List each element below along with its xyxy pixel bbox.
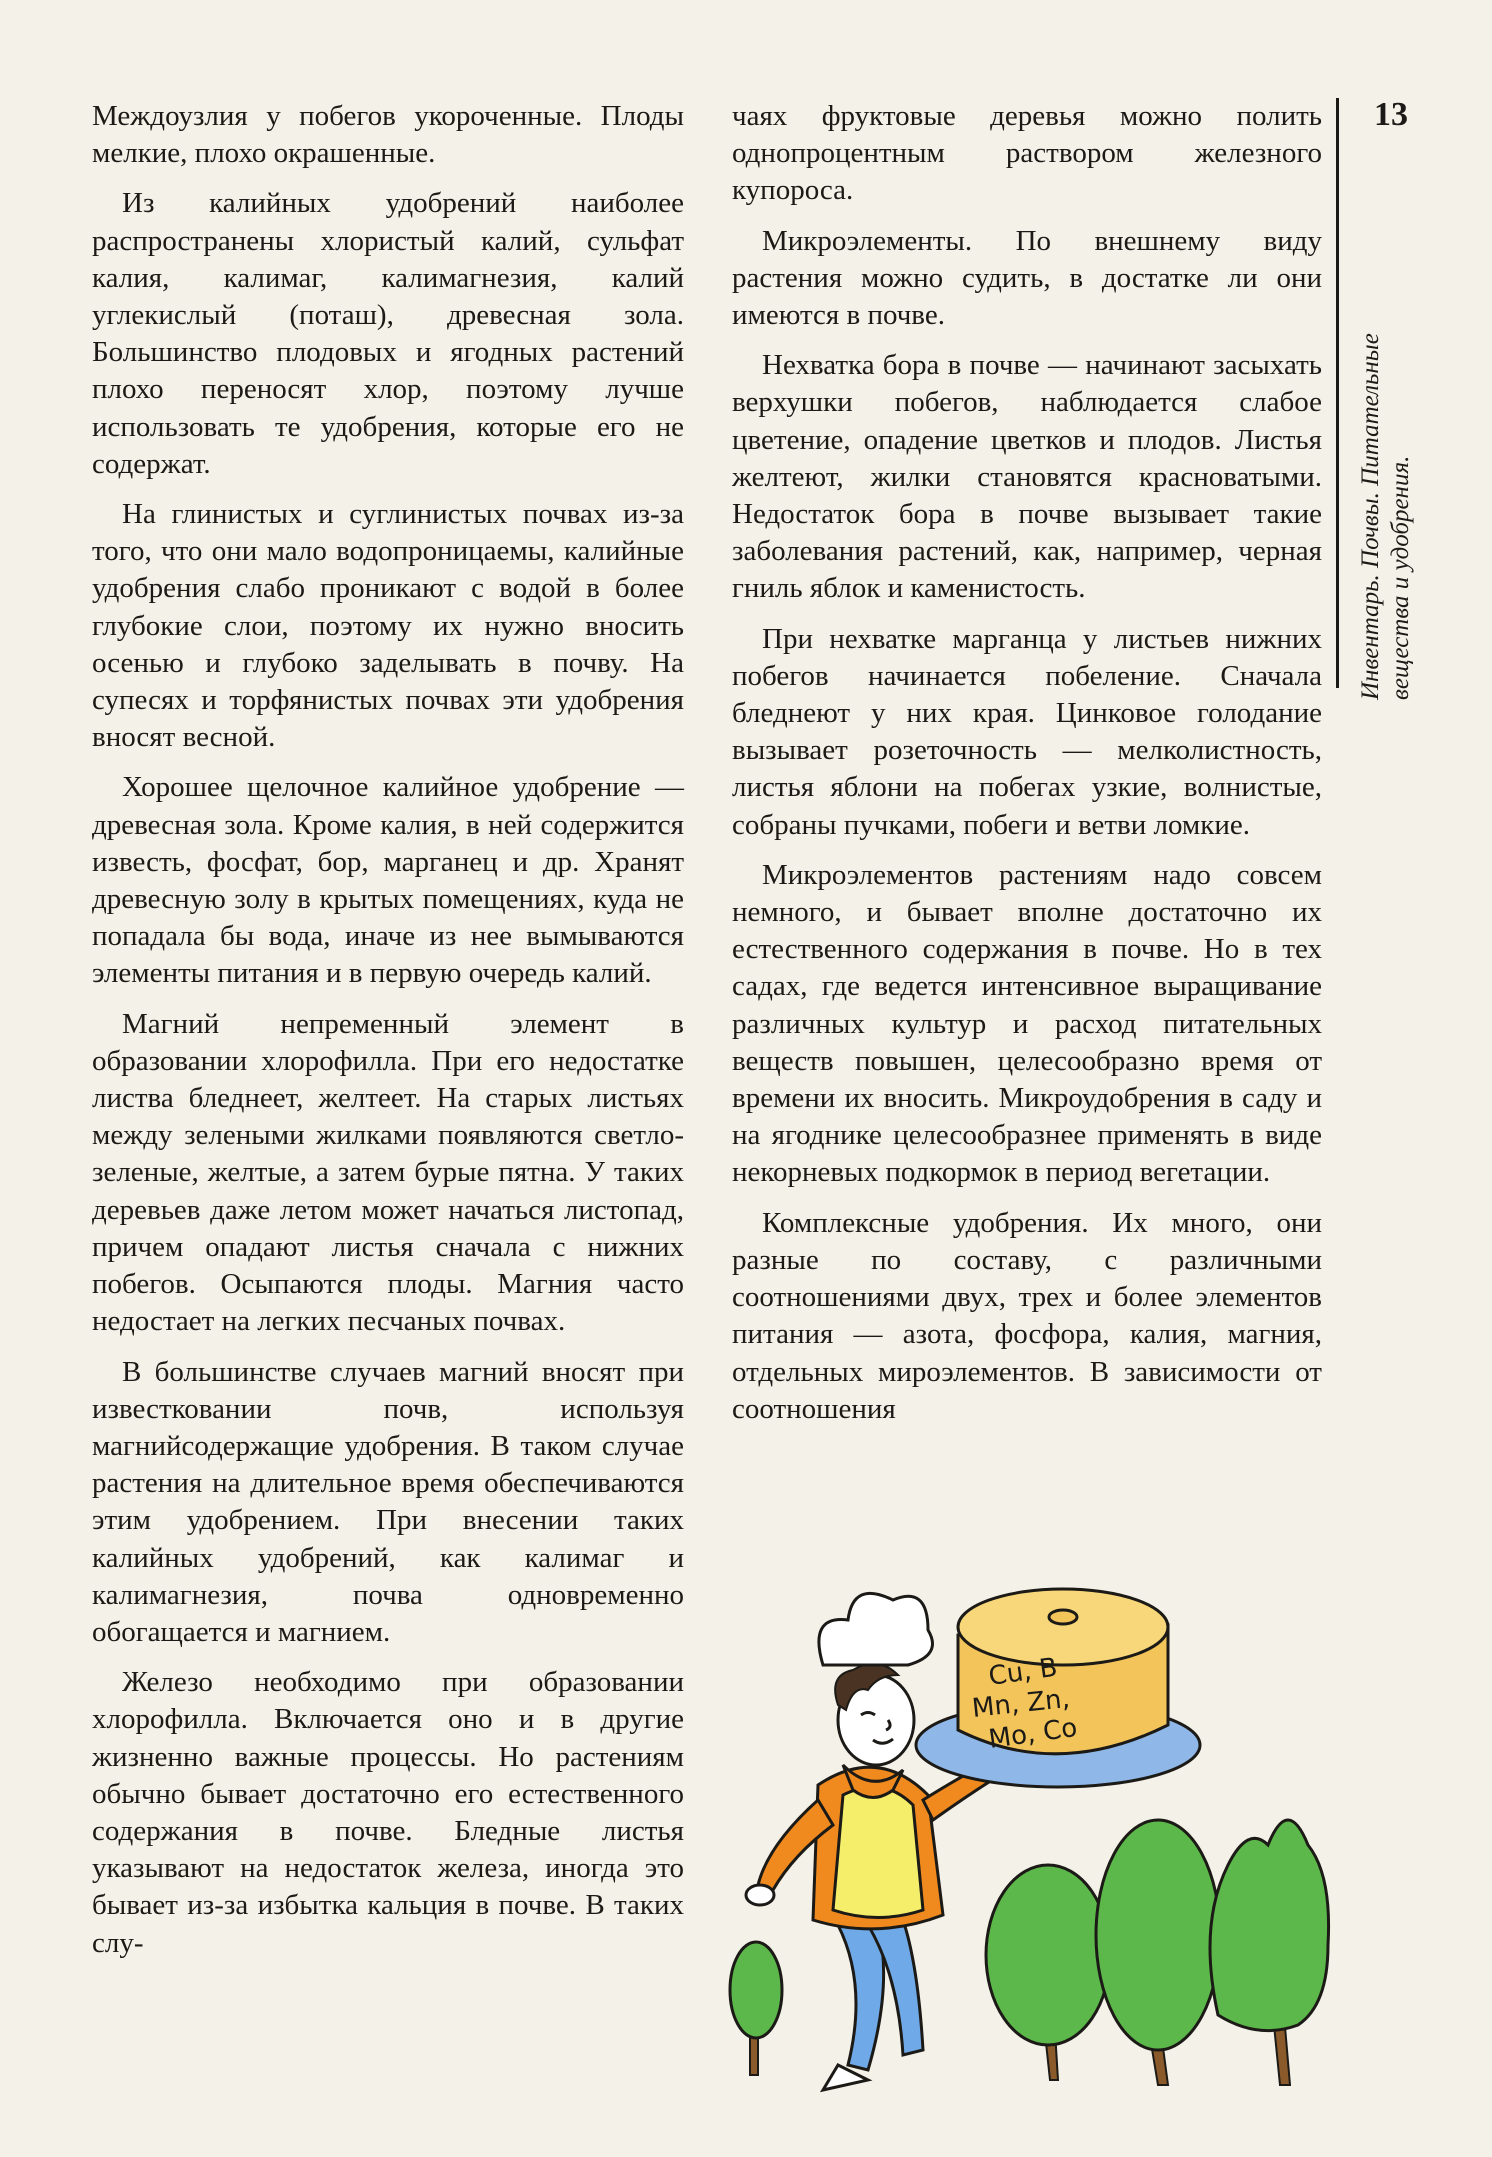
paragraph: чаях фруктовые деревья можно полить однопроцентным раствором железного купороса.: [732, 100, 1322, 207]
paragraph: На глинистых и суглинистых почвах из-за того, что они мало водопроницаемы, калийные удобрения слабо проникают с водой в более глубокие слои, поэтому их нужно вносить осенью и глубоко заделывать в почву. На супесях и торфянистых почвах эти удобрения вносят весной.: [92, 498, 684, 754]
paragraph: Хорошее щелочное калийное удобрение — древесная зола. Кроме калия, в ней содержится известь, фосфат, бор, марганец и др. Хранят древесную золу в крытых помещениях, куда не попадала бы вода, иначе из нее вымываются элементы питания и в первую очередь калий.: [92, 771, 684, 990]
tree-small-left: [730, 1942, 782, 2075]
left-column: [92, 98, 684, 1975]
cake-label: Mo, Co: [986, 1712, 1080, 1755]
tree-far-right: [1210, 1820, 1329, 2085]
paragraph: В большинстве случаев магний вносят при известковании почв, используя магнийсодержащие удобрения. В таком случае растения на длительное время обеспечиваются этим удобрением. При внесении таких калийных удобрений, как калимаг и калимагнезия, почва одновременно обогащается и магнием.: [92, 1355, 684, 1648]
paragraph: Железо необходимо при образовании хлорофилла. Включается оно и в другие жизненно важные процессы. Но растениям обычно бывает достаточно его естественного содержания в почве. Бледные листья указывают на недостаток железа, иногда это бывает из-за избытка кальция в почве. В таких слу-: [92, 1666, 684, 1959]
right-column: [732, 98, 1322, 1441]
chef-with-cake-illustration: [728, 1545, 1332, 2105]
page-number: 13: [1374, 96, 1408, 133]
paragraph: Междоузлия у побегов укороченные. Плоды мелкие, плохо окрашенные.: [92, 100, 684, 170]
paragraph: Микроэлементы. По внешнему виду растения можно судить, в достатке ли они имеются в почве.: [732, 224, 1322, 332]
cake-label: Cu, B: [986, 1652, 1060, 1692]
paragraph: Комплексные удобрения. Их много, они разные по составу, с различными соотношениями двух, трех и более элементов питания — азота, фосфора, калия, магния, отдельных мироэлементов. В зависимости от соотношения: [732, 1206, 1322, 1425]
running-head-line: Инвентарь. Почвы. Питательные: [1357, 333, 1384, 700]
tree-right: [1096, 1820, 1220, 2085]
cake: [958, 1589, 1168, 1755]
paragraph: При нехватке марганца у листьев нижних побегов начинается побеление. Сначала бледнеют у них края. Цинковое голодание вызывает розеточность — мелколистность, листья яблони на побегах узкие, волнистые, собраны пучками, побеги и ветви ломкие.: [732, 622, 1322, 841]
running-head: [1356, 140, 1416, 700]
running-head-line: вещества и удобрения.: [1387, 455, 1414, 700]
paragraph: Магний непременный элемент в образовании хлорофилла. При его недостатке листва бледнеет, желтеет. На старых листьях между зелеными жилками появляются светло-зеленые, желтые, а затем бурые пятна. У таких деревьев даже летом может начаться листопад, причем опадают листья сначала с нижних побегов. Осыпаются плоды. Магния часто недостает на легких песчаных почвах.: [92, 1007, 684, 1338]
cake-label: Mn, Zn,: [970, 1683, 1072, 1724]
tree-middle: [986, 1865, 1110, 2080]
margin-rule: [1336, 98, 1339, 688]
paragraph: Из калийных удобрений наиболее распространены хлористый калий, сульфат калия, калимаг, калимагнезия, калий углекислый (поташ), древесная зола. Большинство плодовых и ягодных растений плохо переносят хлор, поэтому лучше использовать те удобрения, которые его не содержат.: [92, 187, 684, 480]
paragraph: Нехватка бора в почве — начинают засыхать верхушки побегов, наблюдается слабое цветение, опадение цветков и плодов. Листья желтеют, жилки становятся красноватыми. Недостаток бора в почве вызывает такие заболевания растений, как, например, черная гниль яблок и каменистость.: [732, 349, 1322, 605]
paragraph: Микроэлементов растениям надо совсем немного, и бывает вполне достаточно их естественного содержания в почве. Но в тех садах, где ведется интенсивное выращивание различных культур и расход питательных веществ повышен, целесообразно время от времени их вносить. Микроудобрения в саду и на ягоднике целесообразнее применять в виде некорневых подкормок в период вегетации.: [732, 858, 1322, 1189]
